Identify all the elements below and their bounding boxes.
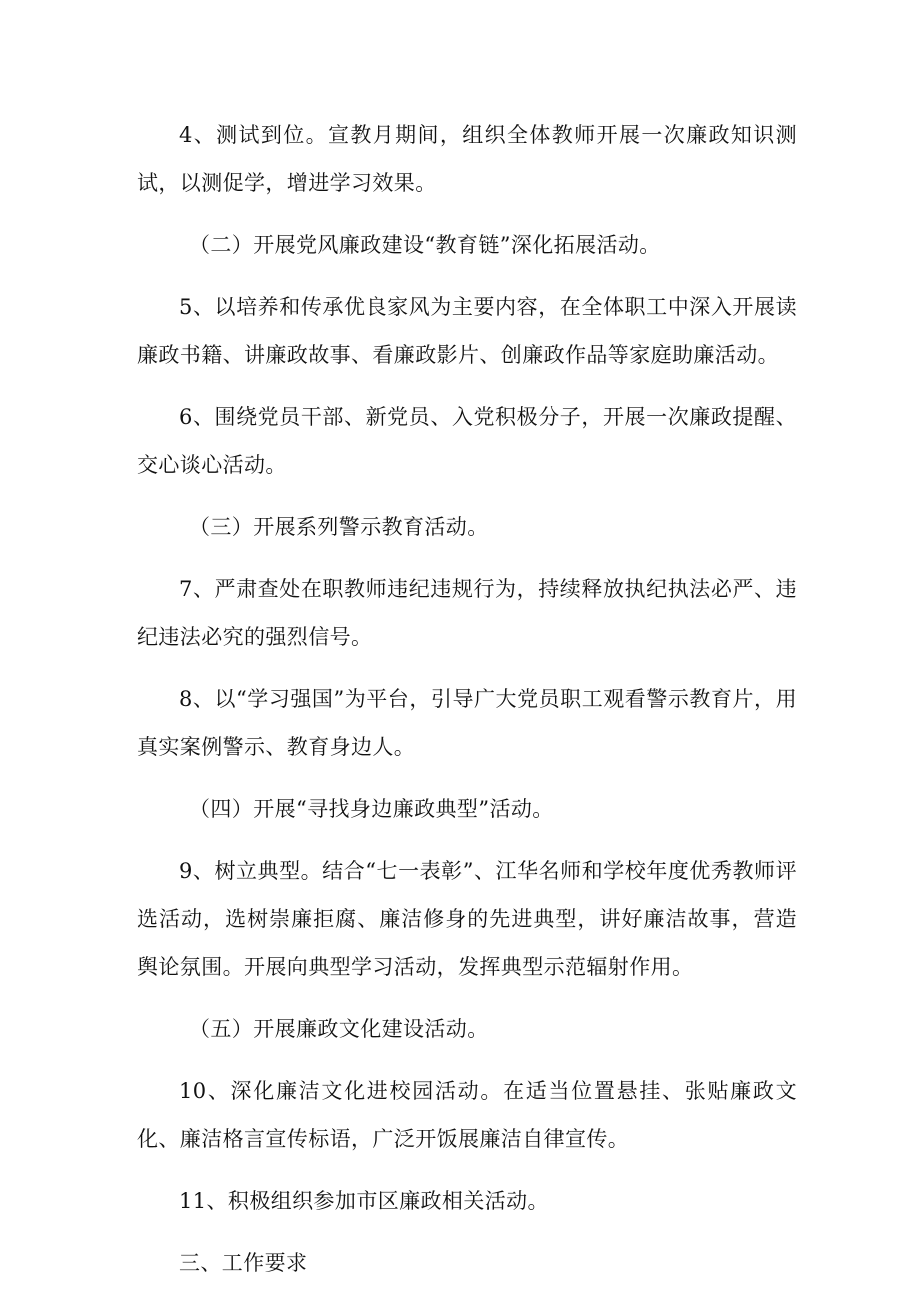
subheading-2: （二）开展党风廉政建设“教育链”深化拓展活动。 — [189, 233, 661, 257]
paragraph-item-11: 11、积极组织参加市区廉政相关活动。 — [179, 1189, 549, 1213]
paragraph-item-5: 5、以培养和传承优良家风为主要内容，在全体职工中深入开展读廉政书籍、讲廉政故事、看廉政影片、创廉政作品等家庭助廉活动。 — [137, 295, 797, 367]
paragraph-item-7: 7、严肃查处在职教师违纪违规行为，持续释放执纪执法必严、违纪违法必究的强烈信号。 — [137, 577, 797, 649]
subheading-5: （五）开展廉政文化建设活动。 — [189, 1017, 489, 1041]
paragraph-item-6: 6、围绕党员干部、新党员、入党积极分子，开展一次廉政提醒、交心谈心活动。 — [137, 405, 797, 477]
paragraph-item-8: 8、以“学习强国”为平台，引导广大党员职工观看警示教育片，用真实案例警示、教育身边人。 — [137, 687, 797, 759]
paragraph-item-4: 4、测试到位。宣教月期间，组织全体教师开展一次廉政知识测试，以测促学，增进学习效果。 — [137, 123, 797, 195]
section-heading-work-requirements: 三、工作要求 — [179, 1251, 308, 1275]
subheading-4: （四）开展“寻找身边廉政典型”活动。 — [189, 797, 554, 821]
paragraph-item-10: 10、深化廉洁文化进校园活动。在适当位置悬挂、张贴廉政文化、廉洁格言宣传标语，广泛开饭展廉洁自律宣传。 — [137, 1079, 797, 1151]
document-body — [137, 111, 797, 1287]
subheading-3: （三）开展系列警示教育活动。 — [189, 515, 489, 539]
paragraph-item-9: 9、树立典型。结合“七一表彰”、江华名师和学校年度优秀教师评选活动，选树崇廉拒腐、廉洁修身的先进典型，讲好廉洁故事，营造舆论氛围。开展向典型学习活动，发挥典型示范辐射作用。 — [137, 859, 797, 979]
